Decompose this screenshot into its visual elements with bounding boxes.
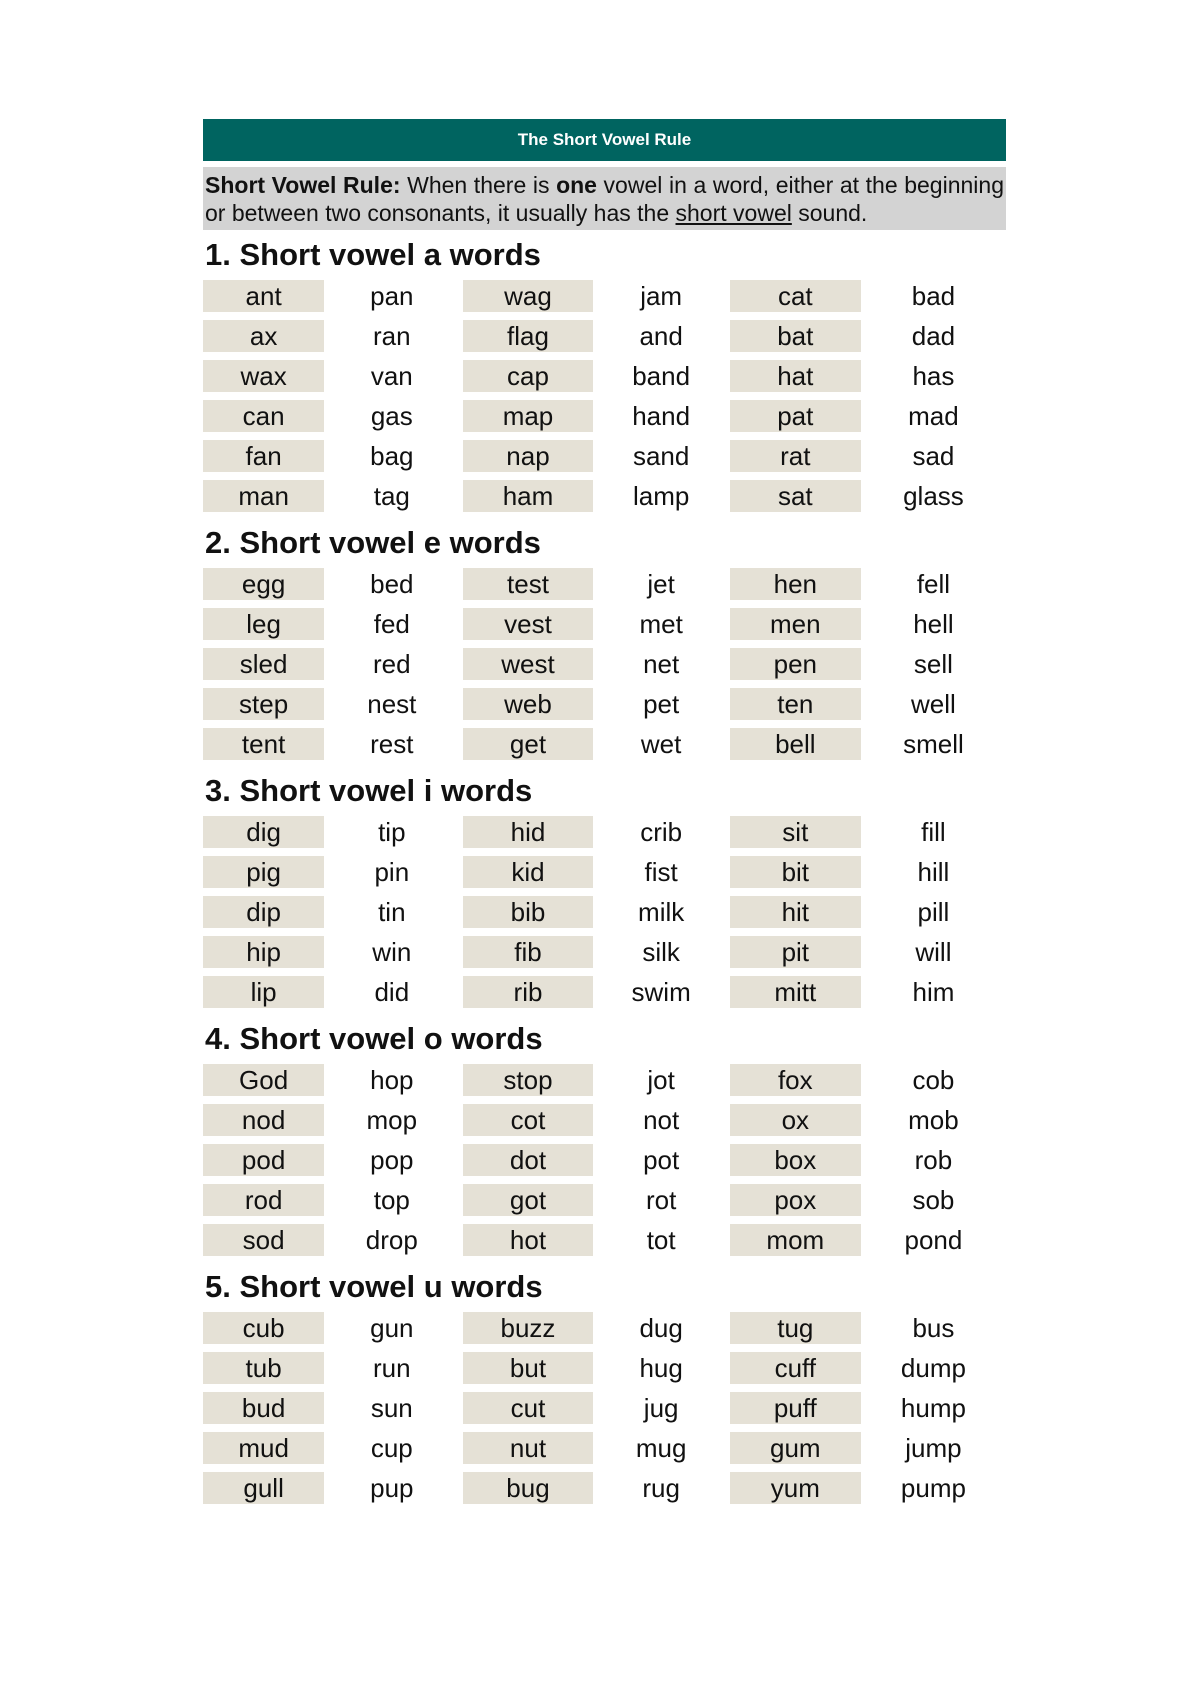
word-section-2 — [203, 526, 1006, 766]
word-cell: stop — [463, 1064, 592, 1096]
word-cell: gum — [730, 1432, 861, 1464]
word-cell: fill — [921, 817, 946, 847]
word-cell: hen — [730, 568, 861, 600]
word-cell: hit — [730, 896, 861, 928]
word-cell: dig — [203, 816, 324, 848]
word-cell: box — [730, 1144, 861, 1176]
word-grid — [203, 814, 1006, 1014]
word-cell: sit — [730, 816, 861, 848]
word-row — [203, 894, 1006, 934]
word-cell: him — [912, 977, 955, 1007]
word-section-3 — [203, 774, 1006, 1014]
word-cell: west — [463, 648, 592, 680]
section-heading: 4. Short vowel o words — [205, 1021, 543, 1056]
word-cell: cuff — [730, 1352, 861, 1384]
word-cell: silk — [642, 937, 680, 967]
word-cell: sat — [730, 480, 861, 512]
word-cell: pox — [730, 1184, 861, 1216]
word-cell: cat — [730, 280, 861, 312]
word-cell: bib — [463, 896, 592, 928]
word-cell: rib — [463, 976, 592, 1008]
word-cell: bat — [730, 320, 861, 352]
word-cell: man — [203, 480, 324, 512]
word-cell: bud — [203, 1392, 324, 1424]
word-cell: red — [373, 649, 411, 679]
rule-text-part1: When there is — [400, 172, 557, 198]
title-bar — [203, 119, 1006, 161]
word-cell: bug — [463, 1472, 592, 1504]
rule-underlined: short vowel — [675, 200, 792, 226]
word-cell: nut — [463, 1432, 592, 1464]
word-cell: jam — [640, 281, 683, 311]
word-row — [203, 726, 1006, 766]
word-cell: lip — [203, 976, 324, 1008]
word-cell: pond — [904, 1225, 963, 1255]
rule-box — [203, 167, 1006, 230]
word-row — [203, 1470, 1006, 1510]
word-cell: sand — [632, 441, 690, 471]
word-cell: milk — [638, 897, 685, 927]
word-cell: will — [915, 937, 952, 967]
word-section-5 — [203, 1270, 1006, 1510]
word-row — [203, 478, 1006, 518]
word-row — [203, 1390, 1006, 1430]
word-row — [203, 1182, 1006, 1222]
worksheet-page — [203, 119, 1006, 1510]
word-cell: lamp — [632, 481, 690, 511]
word-cell: bell — [730, 728, 861, 760]
word-cell: pot — [643, 1145, 680, 1175]
word-cell: fell — [916, 569, 951, 599]
word-cell: dump — [900, 1353, 966, 1383]
word-cell: wax — [203, 360, 324, 392]
word-cell: cap — [463, 360, 592, 392]
word-cell: fox — [730, 1064, 861, 1096]
word-cell: hop — [370, 1065, 414, 1095]
word-cell: sad — [912, 441, 955, 471]
word-cell: hell — [913, 609, 954, 639]
section-heading: 5. Short vowel u words — [205, 1269, 543, 1304]
word-cell: pop — [370, 1145, 414, 1175]
word-cell: mop — [366, 1105, 418, 1135]
word-grid — [203, 1062, 1006, 1262]
word-row — [203, 278, 1006, 318]
word-cell: bit — [730, 856, 861, 888]
word-row — [203, 1310, 1006, 1350]
word-cell: pill — [917, 897, 950, 927]
word-cell: did — [374, 977, 410, 1007]
word-cell: hot — [463, 1224, 592, 1256]
word-cell: has — [912, 361, 955, 391]
word-cell: tub — [203, 1352, 324, 1384]
word-cell: pit — [730, 936, 861, 968]
word-row — [203, 814, 1006, 854]
word-cell: fan — [203, 440, 324, 472]
word-cell: rat — [730, 440, 861, 472]
word-cell: fed — [373, 609, 410, 639]
word-cell: rug — [642, 1473, 680, 1503]
word-cell: test — [463, 568, 592, 600]
word-cell: nod — [203, 1104, 324, 1136]
rule-text-part2: vowel in a word, either at the beginning or between two consonants, it usually has the — [205, 172, 1004, 226]
word-cell: mug — [635, 1433, 687, 1463]
word-row — [203, 1142, 1006, 1182]
word-cell: mitt — [730, 976, 861, 1008]
word-cell: rob — [914, 1145, 953, 1175]
word-cell: pin — [374, 857, 410, 887]
word-cell: bad — [911, 281, 956, 311]
word-cell: bed — [370, 569, 414, 599]
word-row — [203, 398, 1006, 438]
word-row — [203, 974, 1006, 1014]
word-cell: mud — [203, 1432, 324, 1464]
word-cell: rot — [645, 1185, 677, 1215]
word-cell: ran — [373, 321, 411, 351]
word-cell: bag — [370, 441, 414, 471]
word-grid — [203, 566, 1006, 766]
word-cell: jug — [643, 1393, 679, 1423]
word-cell: well — [911, 689, 956, 719]
word-cell: hat — [730, 360, 861, 392]
word-cell: cub — [203, 1312, 324, 1344]
word-row — [203, 1430, 1006, 1470]
word-grid — [203, 278, 1006, 518]
word-cell: not — [643, 1105, 680, 1135]
word-cell: web — [463, 688, 592, 720]
word-cell: egg — [203, 568, 324, 600]
word-cell: tot — [646, 1225, 676, 1255]
word-cell: leg — [203, 608, 324, 640]
word-cell: met — [639, 609, 683, 639]
word-cell: tin — [378, 897, 406, 927]
word-cell: ax — [203, 320, 324, 352]
word-cell: sod — [203, 1224, 324, 1256]
word-cell: map — [463, 400, 592, 432]
rule-emphasis: one — [556, 172, 597, 198]
word-row — [203, 1222, 1006, 1262]
word-cell: sun — [370, 1393, 413, 1423]
section-heading: 1. Short vowel a words — [205, 237, 541, 272]
rule-text-part3: sound. — [791, 200, 868, 226]
word-grid — [203, 1310, 1006, 1510]
word-cell: cup — [370, 1433, 413, 1463]
word-cell: step — [203, 688, 324, 720]
word-cell: bus — [912, 1313, 955, 1343]
word-cell: sell — [913, 649, 953, 679]
word-cell: flag — [463, 320, 592, 352]
word-cell: tent — [203, 728, 324, 760]
word-cell: get — [463, 728, 592, 760]
word-row — [203, 1062, 1006, 1102]
word-cell: pen — [730, 648, 861, 680]
word-cell: top — [373, 1185, 410, 1215]
word-cell: hip — [203, 936, 324, 968]
word-cell: gun — [370, 1313, 414, 1343]
word-cell: dot — [463, 1144, 592, 1176]
word-cell: run — [373, 1353, 411, 1383]
word-row — [203, 438, 1006, 478]
word-row — [203, 358, 1006, 398]
word-cell: win — [372, 937, 412, 967]
word-cell: fib — [463, 936, 592, 968]
word-cell: God — [203, 1064, 324, 1096]
word-sections — [203, 238, 1006, 1510]
word-section-1 — [203, 238, 1006, 518]
word-cell: hand — [632, 401, 691, 431]
word-cell: jot — [647, 1065, 675, 1095]
word-cell: buzz — [463, 1312, 592, 1344]
word-cell: cob — [912, 1065, 955, 1095]
word-row — [203, 686, 1006, 726]
word-row — [203, 606, 1006, 646]
word-cell: got — [463, 1184, 592, 1216]
word-cell: rest — [370, 729, 414, 759]
word-cell: pet — [643, 689, 680, 719]
word-cell: sob — [912, 1185, 955, 1215]
word-cell: pan — [370, 281, 414, 311]
word-row — [203, 318, 1006, 358]
word-cell: dip — [203, 896, 324, 928]
word-cell: glass — [903, 481, 964, 511]
word-cell: wet — [640, 729, 682, 759]
word-cell: yum — [730, 1472, 861, 1504]
word-cell: pig — [203, 856, 324, 888]
word-cell: jet — [647, 569, 675, 599]
word-cell: dad — [911, 321, 956, 351]
word-cell: cot — [463, 1104, 592, 1136]
word-cell: ham — [463, 480, 592, 512]
word-cell: can — [203, 400, 324, 432]
word-cell: vest — [463, 608, 592, 640]
word-cell: hug — [639, 1353, 683, 1383]
word-row — [203, 1350, 1006, 1390]
page-title: The Short Vowel Rule — [517, 130, 692, 149]
word-cell: pod — [203, 1144, 324, 1176]
word-row — [203, 646, 1006, 686]
word-cell: band — [632, 361, 691, 391]
word-cell: drop — [365, 1225, 418, 1255]
word-cell: men — [730, 608, 861, 640]
word-cell: gull — [203, 1472, 324, 1504]
word-cell: mom — [730, 1224, 861, 1256]
word-row — [203, 854, 1006, 894]
word-cell: smell — [903, 729, 964, 759]
word-cell: ten — [730, 688, 861, 720]
word-row — [203, 566, 1006, 606]
word-cell: sled — [203, 648, 324, 680]
word-cell: pump — [900, 1473, 966, 1503]
word-cell: puff — [730, 1392, 861, 1424]
word-cell: nest — [367, 689, 417, 719]
word-cell: dug — [639, 1313, 683, 1343]
word-cell: ant — [203, 280, 324, 312]
word-cell: swim — [631, 977, 691, 1007]
word-cell: hill — [917, 857, 950, 887]
word-cell: van — [370, 361, 413, 391]
word-cell: rod — [203, 1184, 324, 1216]
word-cell: ox — [730, 1104, 861, 1136]
word-cell: gas — [370, 401, 413, 431]
word-cell: and — [639, 321, 683, 351]
word-cell: wag — [463, 280, 592, 312]
word-cell: kid — [463, 856, 592, 888]
word-cell: hid — [463, 816, 592, 848]
word-cell: tug — [730, 1312, 861, 1344]
word-cell: cut — [463, 1392, 592, 1424]
word-cell: pat — [730, 400, 861, 432]
word-cell: fist — [644, 857, 678, 887]
section-heading: 3. Short vowel i words — [205, 773, 533, 808]
word-cell: jump — [905, 1433, 962, 1463]
word-cell: nap — [463, 440, 592, 472]
word-cell: crib — [640, 817, 683, 847]
word-cell: net — [643, 649, 680, 679]
word-section-4 — [203, 1022, 1006, 1262]
word-cell: tag — [373, 481, 410, 511]
rule-label: Short Vowel Rule: — [205, 172, 401, 198]
word-row — [203, 934, 1006, 974]
word-cell: tip — [378, 817, 406, 847]
word-cell: mad — [908, 401, 959, 431]
word-cell: but — [463, 1352, 592, 1384]
word-row — [203, 1102, 1006, 1142]
section-heading: 2. Short vowel e words — [205, 525, 541, 560]
word-cell: mob — [908, 1105, 959, 1135]
word-cell: hump — [900, 1393, 966, 1423]
word-cell: pup — [370, 1473, 414, 1503]
